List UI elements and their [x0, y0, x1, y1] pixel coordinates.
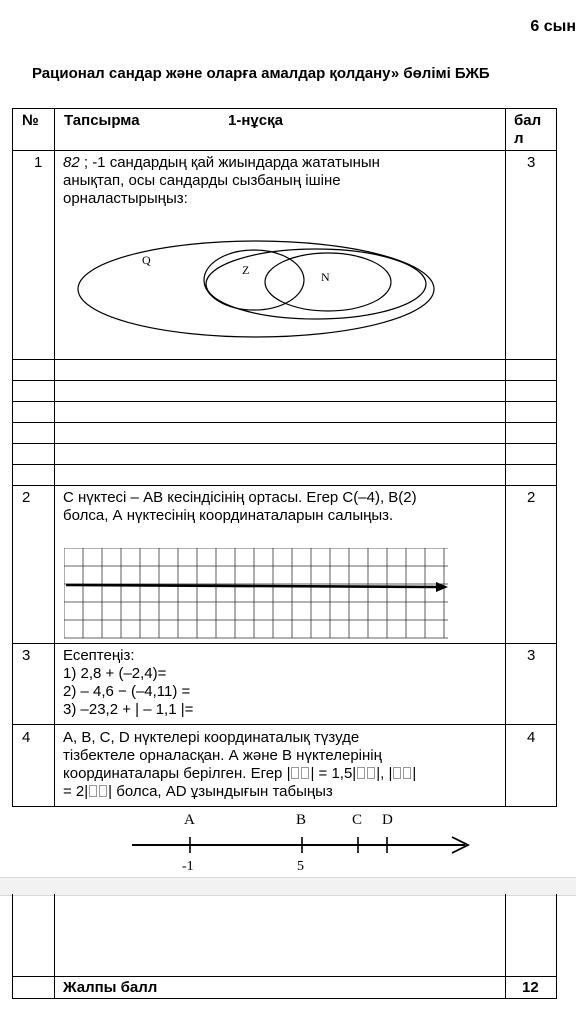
task-4-text: А, В, С, D нүктелері координаталық түзуде тізбектеле орналасқан. А және В нүктелерінің координаталары берілген. Егер | | = 1,5| |, | | = 2| | болса, АD ұзындығын табыңыз: [63, 729, 417, 800]
task-3-text: Есептеңіз: 1) 2,8 + (–2,4)= 2) – 4,6 − (–4,11) = 3) –23,2 + | – 1,1 |=: [63, 647, 194, 718]
set-n-label: N: [321, 270, 330, 284]
task-3-number: 3: [22, 647, 31, 664]
point-d-label: D: [382, 812, 393, 828]
set-z-label: Z: [242, 263, 250, 277]
point-c-label: C: [352, 812, 363, 828]
set-q-label: Q: [142, 253, 151, 267]
point-a-label: A: [184, 812, 195, 828]
task-3-points: 3: [527, 647, 536, 664]
task-4-number: 4: [22, 729, 31, 746]
venn-diagram: [76, 240, 446, 340]
task-1-points: 3: [527, 154, 536, 171]
total-label: Жалпы балл: [63, 979, 158, 996]
column-header-number: №: [22, 112, 39, 129]
task-2-text: С нүктесі – АВ кесіндісінің ортасы. Егер С(–4), В(2) болса, А нүктесінің координаталарын салыңыз.: [63, 489, 417, 524]
number-line: [130, 806, 475, 878]
column-header-points: бал л: [514, 112, 542, 147]
task-2-points: 2: [527, 489, 536, 506]
coord-a-label: -1: [182, 859, 194, 874]
page-title: Рационал сандар және оларға амалдар қолдану» бөлімі БЖБ: [32, 65, 490, 82]
column-header-task: Тапсырма: [64, 112, 140, 129]
task-1-number: 1: [34, 154, 43, 171]
grade-label: 6 сын: [530, 18, 576, 35]
column-header-variant: 1-нұсқа: [228, 112, 283, 129]
coordinate-grid: [64, 548, 450, 640]
point-b-label: B: [296, 812, 307, 828]
task-1-text: 82 ; -1 сандардың қай жиындарда жататынын анықтап, осы сандарды сызбаның ішіне орналастырыңыз:: [63, 154, 380, 207]
page-break: [0, 877, 576, 896]
coord-b-label: 5: [297, 859, 304, 874]
total-value: 12: [522, 979, 539, 996]
task-1-number-82: 82: [63, 154, 80, 171]
task-4-points: 4: [527, 729, 536, 746]
task-2-number: 2: [22, 489, 31, 506]
